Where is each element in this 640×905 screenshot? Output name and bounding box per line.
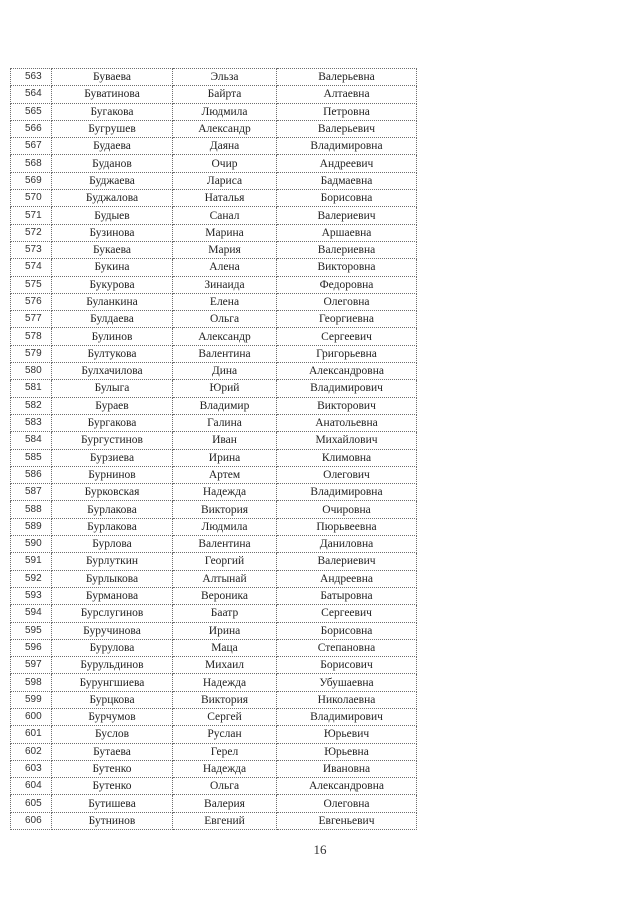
table-row — [11, 708, 417, 725]
last-name-cell: Бургакова — [52, 414, 173, 431]
last-name-cell: Буланкина — [52, 293, 173, 310]
first-name-cell: Наталья — [173, 190, 277, 207]
first-name-cell: Артем — [173, 466, 277, 483]
patronymic-cell: Викторовна — [277, 259, 417, 276]
table-row — [11, 397, 417, 414]
last-name-cell: Буджаева — [52, 172, 173, 189]
row-number-cell: 565 — [11, 103, 52, 120]
first-name-cell: Валерия — [173, 795, 277, 812]
table-row — [11, 172, 417, 189]
row-number-cell: 564 — [11, 86, 52, 103]
table-row — [11, 484, 417, 501]
first-name-cell: Маца — [173, 639, 277, 656]
patronymic-cell: Александровна — [277, 778, 417, 795]
last-name-cell: Бурнинов — [52, 466, 173, 483]
row-number-cell: 569 — [11, 172, 52, 189]
row-number-cell: 596 — [11, 639, 52, 656]
patronymic-cell: Климовна — [277, 449, 417, 466]
patronymic-cell: Юрьевна — [277, 743, 417, 760]
last-name-cell: Бутаева — [52, 743, 173, 760]
table-row — [11, 224, 417, 241]
first-name-cell: Алена — [173, 259, 277, 276]
patronymic-cell: Валерьевна — [277, 69, 417, 86]
patronymic-cell: Валериевна — [277, 241, 417, 258]
row-number-cell: 595 — [11, 622, 52, 639]
patronymic-cell: Даниловна — [277, 536, 417, 553]
first-name-cell: Руслан — [173, 726, 277, 743]
patronymic-cell: Федоровна — [277, 276, 417, 293]
first-name-cell: Виктория — [173, 501, 277, 518]
table-row — [11, 138, 417, 155]
first-name-cell: Сергей — [173, 708, 277, 725]
first-name-cell: Александр — [173, 328, 277, 345]
last-name-cell: Булинов — [52, 328, 173, 345]
first-name-cell: Герел — [173, 743, 277, 760]
first-name-cell: Байрта — [173, 86, 277, 103]
table-row — [11, 259, 417, 276]
row-number-cell: 579 — [11, 345, 52, 362]
row-number-cell: 573 — [11, 241, 52, 258]
table-row — [11, 691, 417, 708]
patronymic-cell: Очировна — [277, 501, 417, 518]
table-row — [11, 501, 417, 518]
last-name-cell: Бурчумов — [52, 708, 173, 725]
first-name-cell: Георгий — [173, 553, 277, 570]
first-name-cell: Надежда — [173, 760, 277, 777]
row-number-cell: 591 — [11, 553, 52, 570]
patronymic-cell: Батыровна — [277, 587, 417, 604]
last-name-cell: Буслов — [52, 726, 173, 743]
patronymic-cell: Борисович — [277, 657, 417, 674]
last-name-cell: Бурульдинов — [52, 657, 173, 674]
row-number-cell: 606 — [11, 812, 52, 829]
last-name-cell: Бурлакова — [52, 518, 173, 535]
first-name-cell: Владимир — [173, 397, 277, 414]
patronymic-cell: Викторович — [277, 397, 417, 414]
patronymic-cell: Владимировна — [277, 138, 417, 155]
table-row — [11, 743, 417, 760]
last-name-cell: Буватинова — [52, 86, 173, 103]
first-name-cell: Алтынай — [173, 570, 277, 587]
table-row — [11, 605, 417, 622]
first-name-cell: Надежда — [173, 674, 277, 691]
table-row — [11, 466, 417, 483]
first-name-cell: Баатр — [173, 605, 277, 622]
last-name-cell: Бутенко — [52, 760, 173, 777]
first-name-cell: Юрий — [173, 380, 277, 397]
last-name-cell: Бутенко — [52, 778, 173, 795]
patronymic-cell: Олеговна — [277, 293, 417, 310]
last-name-cell: Бутнинов — [52, 812, 173, 829]
table-row — [11, 432, 417, 449]
last-name-cell: Бугакова — [52, 103, 173, 120]
last-name-cell: Булыга — [52, 380, 173, 397]
row-number-cell: 594 — [11, 605, 52, 622]
row-number-cell: 563 — [11, 69, 52, 86]
patronymic-cell: Георгиевна — [277, 311, 417, 328]
last-name-cell: Буджалова — [52, 190, 173, 207]
row-number-cell: 593 — [11, 587, 52, 604]
patronymic-cell: Михайлович — [277, 432, 417, 449]
patronymic-cell: Евгеньевич — [277, 812, 417, 829]
row-number-cell: 570 — [11, 190, 52, 207]
name-list-sheet — [10, 68, 416, 830]
patronymic-cell: Григорьевна — [277, 345, 417, 362]
last-name-cell: Бутишева — [52, 795, 173, 812]
page-number: 16 — [313, 842, 327, 857]
first-name-cell: Даяна — [173, 138, 277, 155]
patronymic-cell: Андреевна — [277, 570, 417, 587]
row-number-cell: 575 — [11, 276, 52, 293]
table-row — [11, 311, 417, 328]
row-number-cell: 590 — [11, 536, 52, 553]
row-number-cell: 577 — [11, 311, 52, 328]
last-name-cell: Будыев — [52, 207, 173, 224]
patronymic-cell: Александровна — [277, 363, 417, 380]
last-name-cell: Бурулова — [52, 639, 173, 656]
row-number-cell: 568 — [11, 155, 52, 172]
patronymic-cell: Алтаевна — [277, 86, 417, 103]
first-name-cell: Мария — [173, 241, 277, 258]
row-number-cell: 584 — [11, 432, 52, 449]
patronymic-cell: Олеговна — [277, 795, 417, 812]
patronymic-cell: Владимирович — [277, 708, 417, 725]
name-list-table — [10, 68, 417, 830]
last-name-cell: Буданов — [52, 155, 173, 172]
table-row — [11, 536, 417, 553]
patronymic-cell: Олегович — [277, 466, 417, 483]
last-name-cell: Бурлыкова — [52, 570, 173, 587]
patronymic-cell: Андреевич — [277, 155, 417, 172]
row-number-cell: 578 — [11, 328, 52, 345]
table-row — [11, 518, 417, 535]
table-row — [11, 363, 417, 380]
row-number-cell: 592 — [11, 570, 52, 587]
table-row — [11, 103, 417, 120]
last-name-cell: Бурковская — [52, 484, 173, 501]
last-name-cell: Букина — [52, 259, 173, 276]
last-name-cell: Бузинова — [52, 224, 173, 241]
first-name-cell: Александр — [173, 120, 277, 137]
patronymic-cell: Пюрьвеевна — [277, 518, 417, 535]
last-name-cell: Букаева — [52, 241, 173, 258]
first-name-cell: Лариса — [173, 172, 277, 189]
row-number-cell: 602 — [11, 743, 52, 760]
row-number-cell: 605 — [11, 795, 52, 812]
row-number-cell: 589 — [11, 518, 52, 535]
first-name-cell: Виктория — [173, 691, 277, 708]
row-number-cell: 576 — [11, 293, 52, 310]
row-number-cell: 571 — [11, 207, 52, 224]
row-number-cell: 604 — [11, 778, 52, 795]
last-name-cell: Бурслугинов — [52, 605, 173, 622]
table-row — [11, 155, 417, 172]
row-number-cell: 603 — [11, 760, 52, 777]
table-row — [11, 587, 417, 604]
table-row — [11, 86, 417, 103]
table-row — [11, 449, 417, 466]
row-number-cell: 599 — [11, 691, 52, 708]
patronymic-cell: Петровна — [277, 103, 417, 120]
last-name-cell: Бургустинов — [52, 432, 173, 449]
first-name-cell: Иван — [173, 432, 277, 449]
table-row — [11, 657, 417, 674]
last-name-cell: Бурзиева — [52, 449, 173, 466]
last-name-cell: Бултукова — [52, 345, 173, 362]
first-name-cell: Надежда — [173, 484, 277, 501]
row-number-cell: 581 — [11, 380, 52, 397]
patronymic-cell: Владимирович — [277, 380, 417, 397]
last-name-cell: Бурманова — [52, 587, 173, 604]
row-number-cell: 588 — [11, 501, 52, 518]
first-name-cell: Ольга — [173, 778, 277, 795]
last-name-cell: Бугрушев — [52, 120, 173, 137]
first-name-cell: Людмила — [173, 518, 277, 535]
first-name-cell: Елена — [173, 293, 277, 310]
last-name-cell: Бурцкова — [52, 691, 173, 708]
patronymic-cell: Николаевна — [277, 691, 417, 708]
first-name-cell: Ольга — [173, 311, 277, 328]
first-name-cell: Евгений — [173, 812, 277, 829]
row-number-cell: 586 — [11, 466, 52, 483]
first-name-cell: Санал — [173, 207, 277, 224]
table-row — [11, 553, 417, 570]
patronymic-cell: Владимировна — [277, 484, 417, 501]
table-row — [11, 207, 417, 224]
table-row — [11, 241, 417, 258]
first-name-cell: Галина — [173, 414, 277, 431]
table-row — [11, 570, 417, 587]
patronymic-cell: Борисовна — [277, 622, 417, 639]
patronymic-cell: Валериевич — [277, 553, 417, 570]
table-row — [11, 778, 417, 795]
patronymic-cell: Борисовна — [277, 190, 417, 207]
row-number-cell: 566 — [11, 120, 52, 137]
first-name-cell: Дина — [173, 363, 277, 380]
last-name-cell: Бурунгшиева — [52, 674, 173, 691]
row-number-cell: 600 — [11, 708, 52, 725]
row-number-cell: 567 — [11, 138, 52, 155]
patronymic-cell: Сергеевич — [277, 328, 417, 345]
row-number-cell: 580 — [11, 363, 52, 380]
row-number-cell: 601 — [11, 726, 52, 743]
first-name-cell: Ирина — [173, 449, 277, 466]
first-name-cell: Валентина — [173, 536, 277, 553]
table-row — [11, 812, 417, 829]
patronymic-cell: Ивановна — [277, 760, 417, 777]
row-number-cell: 574 — [11, 259, 52, 276]
row-number-cell: 585 — [11, 449, 52, 466]
table-row — [11, 674, 417, 691]
patronymic-cell: Сергеевич — [277, 605, 417, 622]
last-name-cell: Булдаева — [52, 311, 173, 328]
first-name-cell: Людмила — [173, 103, 277, 120]
patronymic-cell: Валериевич — [277, 207, 417, 224]
patronymic-cell: Анатольевна — [277, 414, 417, 431]
patronymic-cell: Валерьевич — [277, 120, 417, 137]
table-row — [11, 69, 417, 86]
first-name-cell: Валентина — [173, 345, 277, 362]
table-row — [11, 639, 417, 656]
first-name-cell: Вероника — [173, 587, 277, 604]
patronymic-cell: Бадмаевна — [277, 172, 417, 189]
first-name-cell: Очир — [173, 155, 277, 172]
patronymic-cell: Аршаевна — [277, 224, 417, 241]
patronymic-cell: Степановна — [277, 639, 417, 656]
last-name-cell: Букурова — [52, 276, 173, 293]
last-name-cell: Бураев — [52, 397, 173, 414]
patronymic-cell: Юрьевич — [277, 726, 417, 743]
table-row — [11, 328, 417, 345]
last-name-cell: Буваева — [52, 69, 173, 86]
patronymic-cell: Убушаевна — [277, 674, 417, 691]
table-row — [11, 380, 417, 397]
last-name-cell: Будаева — [52, 138, 173, 155]
first-name-cell: Зинаида — [173, 276, 277, 293]
table-row — [11, 120, 417, 137]
first-name-cell: Марина — [173, 224, 277, 241]
first-name-cell: Эльза — [173, 69, 277, 86]
table-row — [11, 276, 417, 293]
table-row — [11, 726, 417, 743]
table-row — [11, 345, 417, 362]
row-number-cell: 587 — [11, 484, 52, 501]
table-row — [11, 760, 417, 777]
last-name-cell: Булхачилова — [52, 363, 173, 380]
table-row — [11, 414, 417, 431]
last-name-cell: Бурлуткин — [52, 553, 173, 570]
first-name-cell: Ирина — [173, 622, 277, 639]
row-number-cell: 582 — [11, 397, 52, 414]
table-row — [11, 293, 417, 310]
row-number-cell: 572 — [11, 224, 52, 241]
row-number-cell: 583 — [11, 414, 52, 431]
table-row — [11, 190, 417, 207]
table-row — [11, 795, 417, 812]
table-row — [11, 622, 417, 639]
last-name-cell: Буручинова — [52, 622, 173, 639]
name-list-body — [11, 69, 417, 830]
first-name-cell: Михаил — [173, 657, 277, 674]
last-name-cell: Бурлакова — [52, 501, 173, 518]
row-number-cell: 597 — [11, 657, 52, 674]
row-number-cell: 598 — [11, 674, 52, 691]
last-name-cell: Бурлова — [52, 536, 173, 553]
